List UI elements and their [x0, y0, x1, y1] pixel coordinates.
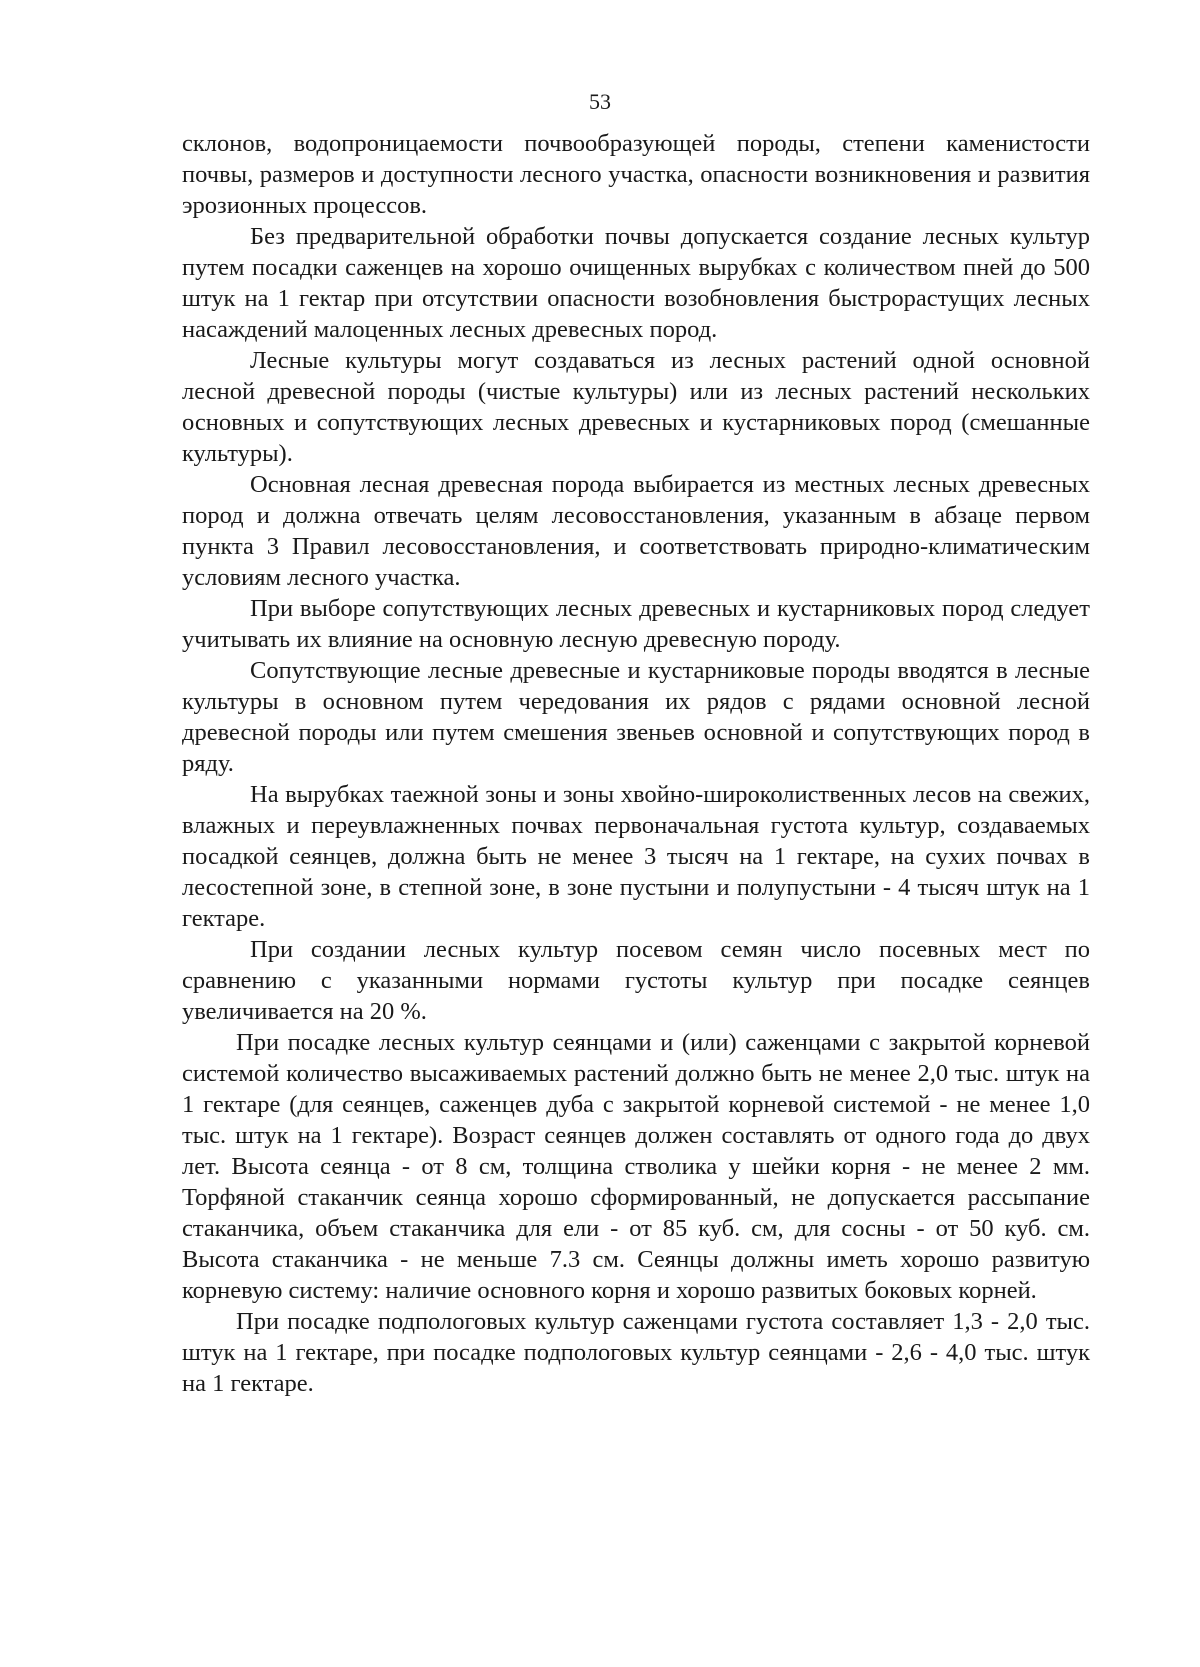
paragraph: Сопутствующие лесные древесные и кустарниковые породы вводятся в лесные культуры в основном путем чередования их рядов с рядами основной лесной древесной породы или путем смешения звеньев основной и сопутствующих пород в ряду.	[182, 657, 1090, 777]
paragraph: При посадке лесных культур сеянцами и (или) саженцами с закрытой корневой системой количество высаживаемых растений должно быть не менее 2,0 тыс. штук на 1 гектаре (для сеянцев, саженцев дуба с закрытой корневой системой - не менее 1,0 тыс. штук на 1 гектаре). Возраст сеянцев должен составлять от одного года до двух лет. Высота сеянца - от 8 см, толщина стволика у шейки корня - не менее 2 мм. Торфяной стаканчик сеянца хорошо сформированный, не допускается рассыпание стаканчика, объем стаканчика для ели - от 85 куб. см, для сосны - от 50 куб. см. Высота стаканчика - не меньше 7.3 см. Сеянцы должны иметь хорошо развитую корневую систему: наличие основного корня и хорошо развитых боковых корней.	[182, 1029, 1090, 1304]
paragraph: Лесные культуры могут создаваться из лесных растений одной основной лесной древесной породы (чистые культуры) или из лесных растений нескольких основных и сопутствующих лесных древесных и кустарниковых пород (смешанные культуры).	[182, 347, 1090, 467]
document-body	[182, 128, 1090, 1399]
paragraph: При создании лесных культур посевом семян число посевных мест по сравнению с указанными нормами густоты культур при посадке сеянцев увеличивается на 20 %.	[182, 936, 1090, 1025]
paragraph: Без предварительной обработки почвы допускается создание лесных культур путем посадки саженцев на хорошо очищенных вырубках с количеством пней до 500 штук на 1 гектар при отсутствии опасности возобновления быстрорастущих лесных насаждений малоценных лесных древесных пород.	[182, 223, 1090, 343]
paragraph: На вырубках таежной зоны и зоны хвойно-широколиственных лесов на свежих, влажных и переувлажненных почвах первоначальная густота культур, создаваемых посадкой сеянцев, должна быть не менее 3 тысяч на 1 гектаре, на сухих почвах в лесостепной зоне, в степной зоне, в зоне пустыни и полупустыни - 4 тысяч штук на 1 гектаре.	[182, 781, 1090, 932]
paragraph: Основная лесная древесная порода выбирается из местных лесных древесных пород и должна отвечать целям лесовосстановления, указанным в абзаце первом пункта 3 Правил лесовосстановления, и соответствовать природно-климатическим условиям лесного участка.	[182, 471, 1090, 591]
paragraph: При выборе сопутствующих лесных древесных и кустарниковых пород следует учитывать их влияние на основную лесную древесную породу.	[182, 595, 1090, 653]
page-number: 53	[589, 89, 611, 114]
paragraph-continuation: склонов, водопроницаемости почвообразующей породы, степени каменистости почвы, размеров и доступности лесного участка, опасности возникновения и развития эрозионных процессов.	[182, 130, 1090, 219]
paragraph: При посадке подпологовых культур саженцами густота составляет 1,3 - 2,0 тыс. штук на 1 гектаре, при посадке подпологовых культур сеянцами - 2,6 - 4,0 тыс. штук на 1 гектаре.	[182, 1308, 1090, 1397]
